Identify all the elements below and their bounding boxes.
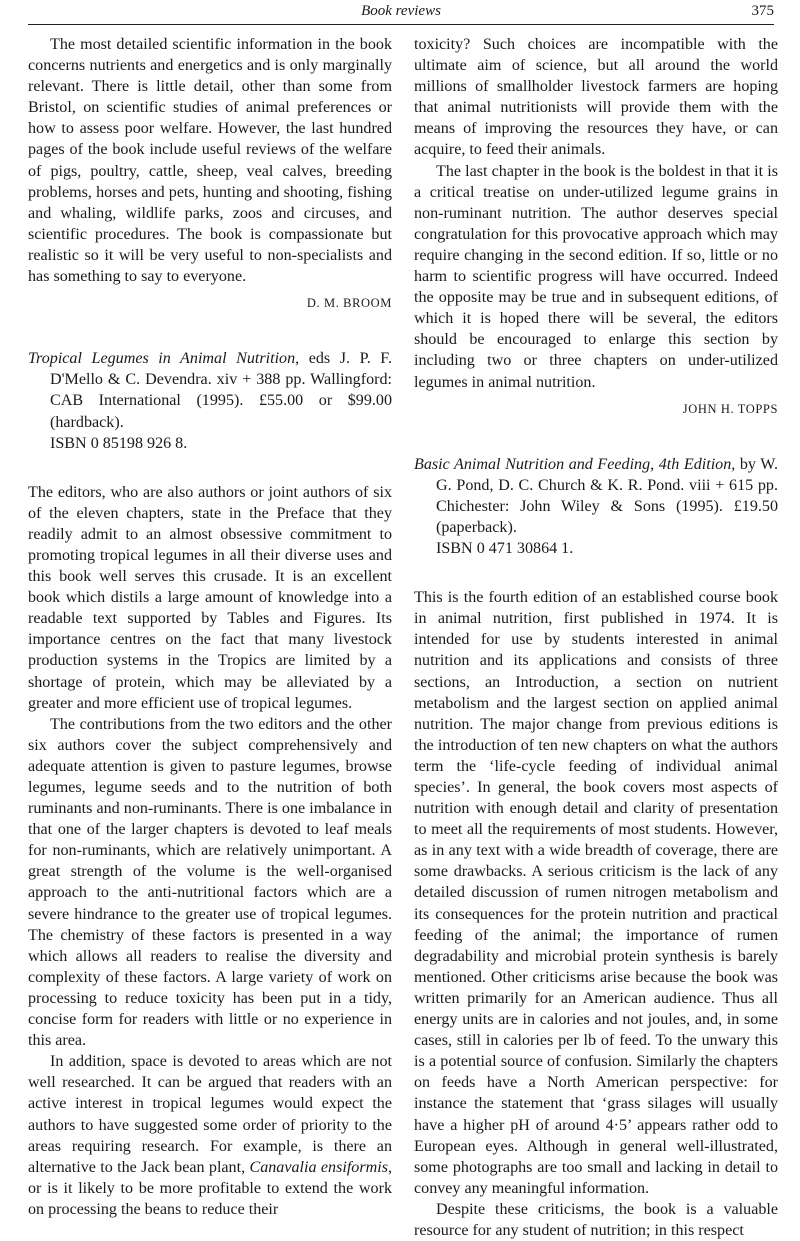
book-title: Basic Animal Nutrition and Feeding, 4th Edition [414,455,732,473]
reviewer-signature: D. M. BROOM [306,296,392,311]
book-details: xiv + 388 pp. Wallingford: CAB International (1995). £55.00 or $99.00 (hardback). [50,371,392,431]
book-citation [414,454,778,559]
book-isbn: ISBN 0 471 30864 1. [436,540,574,558]
running-head: Book reviews [361,3,441,19]
book-details: viii + 615 pp. Chichester: John Wiley & Sons (1995). £19.50 (paperback). [436,476,778,536]
review1-paragraph: The most detailed scientific information in the book concerns nutrients and energetics and is only marginally relevant. There is little detail, other than some from Bristol, on scientific studies of animal preferences or how to assess poor welfare. However, the last hundred pages of the book include useful reviews of the welfare of pigs, poultry, cattle, sheep, veal calves, breeding problems, horses and pets, hunting and shooting, fishing and whaling, wildlife parks, zoos and circuses, and scientific procedures. The book is compassionate but realistic so it will be very useful to non-specialists and has something to say to everyone. [28,36,392,286]
left-column [28,34,392,1220]
book-editors: , eds J. P. F. D'Mello & C. Devendra. [50,350,392,389]
reviewer-signature: JOHN H. TOPPS [682,401,778,416]
review3-paragraph: Despite these criticisms, the book is a valuable resource for any student of nutrition; in this respect [414,1200,778,1239]
right-column [414,34,778,1241]
review2-paragraph: In addition, space is devoted to areas which are not well researched. It can be argued that readers with an active interest in tropical legumes would expect the authors to have suggested some order of priority to the areas requiring research. For example, is there an alternative to the Jack bean plant, Canavalia ensiformis, or is it likely to be more profitable to extend the work on processing the beans to reduce their [28,1053,392,1218]
review2-paragraph: The editors, who are also authors or joint authors of six of the eleven chapters, state in the Preface that they readily admit to an almost obsessive commitment to promoting tropical legumes in all their diverse uses and this book well serves this crusade. It is an excellent book which distils a large amount of knowledge into a readable text supported by Tables and Figures. Its importance centres on the fact that many livestock production systems in the Tropics are limited by a shortage of protein, which may be alleviated by a greater and more efficient use of tropical legumes. [28,483,392,712]
review3-paragraph: This is the fourth edition of an established course book in animal nutrition, first published in 1974. It is intended for use by students interested in animal nutrition and its applications and consists of three sections, an Introduction, a section on nutrient metabolism and the largest section on applied animal nutrition. The major change from previous editions is the introduction of ten new chapters on what the authors term the ‘life-cycle feeding of individual animal species’. In general, the book covers most aspects of nutrition with enough detail and clarity of presentation to meet all the requirements of most students. However, as in any text with a wide breadth of coverage, there are some drawbacks. A serious criticism is the lack of any detailed discussion of rumen nitrogen metabolism and its consequences for the protein nutrition and practical feeding of the animal; the importance of rumen degradability and microbial protein synthesis is barely mentioned. Other criticisms arise because the book was written primarily for an American audience. Thus all energy units are in calories and not joules, and, in some cases, still in calories per lb of feed. To the unwary this is a potential source of confusion. Similarly the chapters on feeds have a North American perspective: for instance the statement that ‘grass silages will usually have a higher pH of around 4·5’ appears rather odd to European eyes. Although in general well-illustrated, some photographs are too small and lacking in detail to convey any meaningful information. [414,589,778,1197]
book-authors: , by W. G. Pond, D. C. Church & K. R. Pond. [436,455,778,494]
review2-paragraph: toxicity? Such choices are incompatible with the ultimate aim of science, but all around the world millions of smallholder livestock farmers are hoping that animal nutritionists will provide them with the means of improving the resources they have, or can acquire, to feed their animals. [414,36,778,159]
book-isbn: ISBN 0 85198 926 8. [50,434,188,452]
book-title: Tropical Legumes in Animal Nutrition [28,350,296,368]
review2-paragraph: The contributions from the two editors and the other six authors cover the subject comprehensively and adequate attention is given to pasture legumes, browse legumes, legume seeds and to the nutrition of both ruminants and non-ruminants. There is one imbalance in that one of the larger chapters is devoted to leaf meals for non-ruminants, which are relatively unimportant. A great strength of the volume is the well-organised approach to the anti-nutritional factors which are a severe hindrance to the greater use of tropical legumes. The chemistry of these factors is presented in a way which allows all readers to realise the diversity and complexity of these factors. A large variety of work on processing to reduce toxicity has been put in a tidy, concise form for readers with little or no experience in this area. [28,715,392,1050]
page-number: 375 [751,3,774,19]
book-citation [28,348,392,453]
page-header [28,0,774,25]
species-name: Canavalia ensiformis [249,1158,388,1176]
review2-paragraph: The last chapter in the book is the boldest in that it is a critical treatise on under-utilized legume grains in non-ruminant nutrition. The author deserves special congratulation for this provocative approach which may require changing in the second edition. If so, little or no harm to scientific progress will have occurred. Indeed the opposite may be true and in subsequent editions, of which it is hoped there will be several, the editors should be encouraged to enlarge this section by including two or three chapters on under-utilized legumes in animal nutrition. [414,162,778,391]
